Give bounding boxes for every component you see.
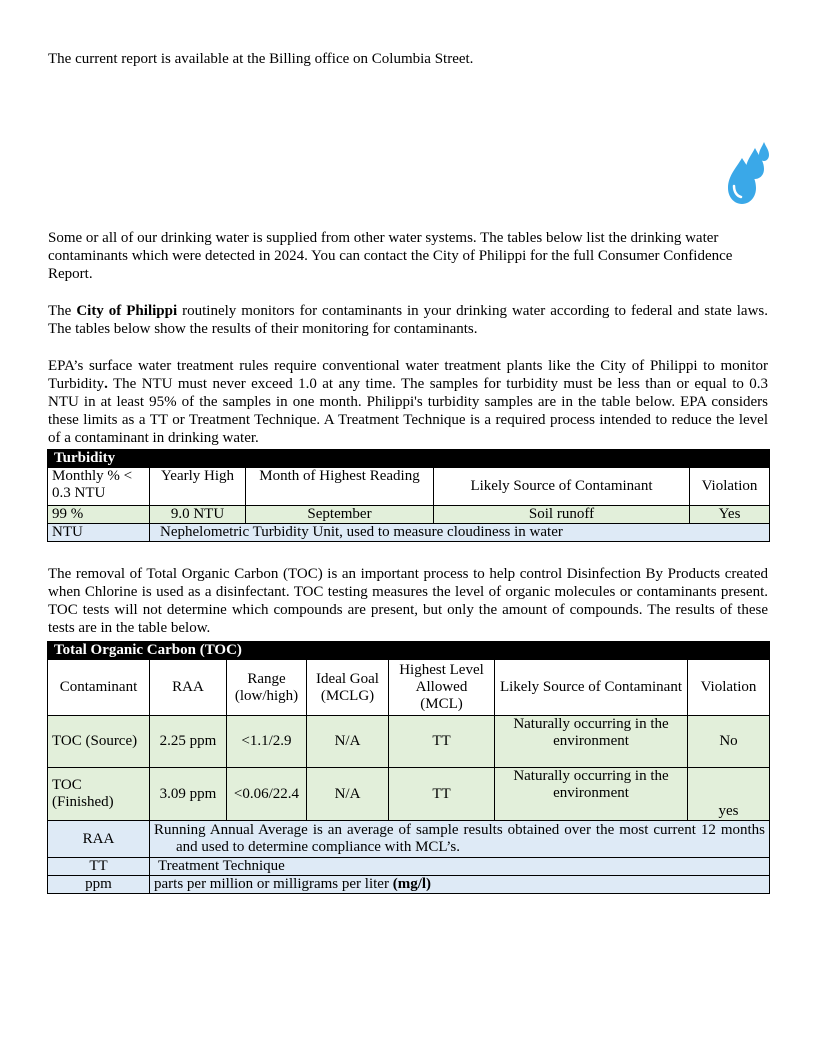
ppm-definition-row [48, 876, 770, 894]
toc-row-finished [48, 768, 770, 821]
toc-source-mclg: N/A [307, 716, 389, 768]
turbidity-table-title: Turbidity [48, 450, 770, 468]
toc-header-source: Likely Source of Contaminant [495, 660, 688, 716]
toc-row-source [48, 716, 770, 768]
tt-definition-row [48, 858, 770, 876]
ntu-definition: Nephelometric Turbidity Unit, used to measure cloudiness in water [150, 524, 770, 542]
toc-source-range: <1.1/2.9 [227, 716, 307, 768]
turbidity-row [48, 506, 770, 524]
toc-header-range: Range (low/high) [227, 660, 307, 716]
toc-finished-mcl: TT [389, 768, 495, 821]
turbidity-header-monthly: Monthly % < 0.3 NTU [48, 468, 150, 506]
monitoring-paragraph: The City of Philippi routinely monitors for contaminants in your drinking water according to federal and state laws. The tables below show the results of their monitoring for contaminants. [48, 303, 768, 337]
tt-term: TT [48, 858, 150, 876]
supply-paragraph: Some or all of our drinking water is supplied from other water systems. The tables below list the drinking water contaminants which were detected in 2024. You can contact the City of Philippi for the full Consumer Confidence Report. [48, 230, 733, 282]
toc-source-origin: Naturally occurring in the environment [495, 716, 688, 768]
raa-definition: Running Annual Average is an average of sample results obtained over the most current 12 months and used to determine compliance with MCL’s. [150, 821, 770, 858]
toc-source-contaminant: TOC (Source) [48, 716, 150, 768]
turbidity-violation-value: Yes [690, 506, 770, 524]
toc-header-mclg: Ideal Goal (MCLG) [307, 660, 389, 716]
tt-definition: Treatment Technique [150, 858, 770, 876]
city-name: City of Philippi [76, 303, 178, 319]
toc-source-violation: No [688, 716, 770, 768]
toc-header-mcl: Highest Level Allowed (MCL) [389, 660, 495, 716]
turbidity-source-value: Soil runoff [434, 506, 690, 524]
toc-header-raa: RAA [150, 660, 227, 716]
toc-finished-mclg: N/A [307, 768, 389, 821]
toc-finished-origin: Naturally occurring in the environment [495, 768, 688, 821]
turbidity-monthly-value: 99 % [48, 506, 150, 524]
ppm-definition: parts per million or milligrams per liter (mg/l) [150, 876, 770, 894]
turbidity-header-yearly-high: Yearly High [150, 468, 246, 506]
ppm-term: ppm [48, 876, 150, 894]
turbidity-definition-row [48, 524, 770, 542]
toc-table [47, 641, 770, 894]
turbidity-table [47, 449, 770, 542]
toc-source-mcl: TT [389, 716, 495, 768]
turbidity-month-value: September [246, 506, 434, 524]
toc-finished-raa: 3.09 ppm [150, 768, 227, 821]
epa-turbidity-paragraph: EPA’s surface water treatment rules require conventional water treatment plants like the City of Philippi to monitor Turbidity. The NTU must never exceed 1.0 at any time. The samples for turbidity must be less than or equal to 0.3 NTU in at least 95% of the samples in one month. Philippi's turbidity samples are in the table below. EPA considers these limits as a TT or Treatment Technique. A Treatment Technique is a required process intended to reduce the level of a contaminant in drinking water. [48, 358, 768, 446]
toc-source-raa: 2.25 ppm [150, 716, 227, 768]
toc-header-violation: Violation [688, 660, 770, 716]
turbidity-header-violation: Violation [690, 468, 770, 506]
ppm-unit: (mg/l) [392, 876, 432, 892]
water-drops-icon [724, 136, 772, 208]
toc-finished-violation: yes [688, 768, 770, 821]
turbidity-header-month: Month of Highest Reading [246, 468, 434, 506]
toc-finished-contaminant: TOC (Finished) [48, 768, 150, 821]
turbidity-header-source: Likely Source of Contaminant [434, 468, 690, 506]
raa-definition-row [48, 821, 770, 858]
toc-finished-range: <0.06/22.4 [227, 768, 307, 821]
ntu-term: NTU [48, 524, 150, 542]
turbidity-yearly-high-value: 9.0 NTU [150, 506, 246, 524]
toc-table-title: Total Organic Carbon (TOC) [48, 642, 770, 660]
toc-paragraph: The removal of Total Organic Carbon (TOC) is an important process to help control Disinfection By Products created when Chlorine is used as a disinfectant. TOC testing measures the level of organic molecules or contaminants present. TOC tests will not determine which compounds are present, but only the amount of compounds. The results of these tests are in the table below. [48, 566, 768, 636]
raa-term: RAA [48, 821, 150, 858]
report-availability-text: The current report is available at the Billing office on Columbia Street. [48, 51, 474, 67]
toc-header-contaminant: Contaminant [48, 660, 150, 716]
